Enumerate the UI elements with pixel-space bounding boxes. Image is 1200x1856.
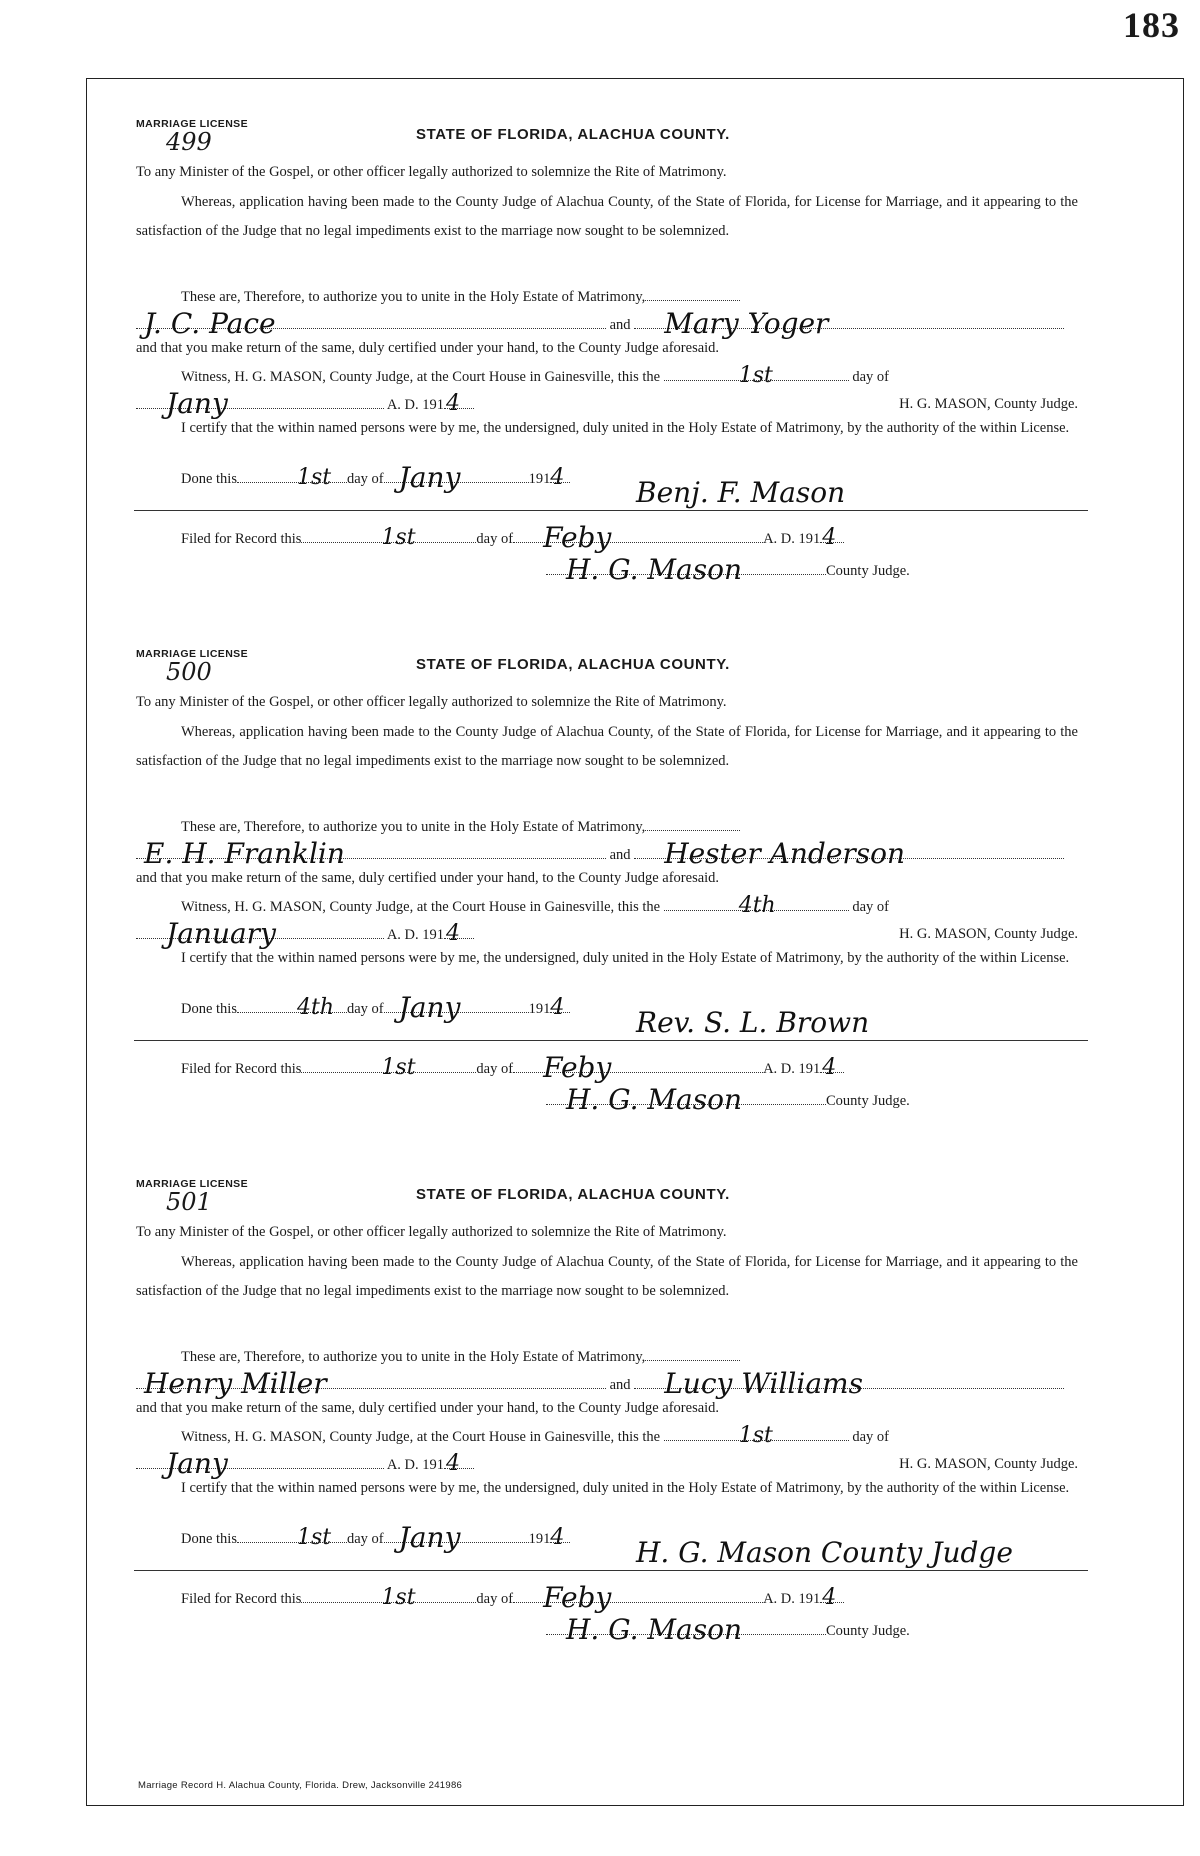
filed-ad-label: A. D. 191 [763, 531, 821, 547]
filed-label: Filed for Record this [181, 531, 302, 547]
done-line [136, 991, 1078, 1039]
filed-judge-dots [546, 1613, 826, 1646]
whereas-text: Whereas, application having been made to the County Judge of Alachua County, of the State of Florida, for License for Marriage, and it appearing to the satisfaction of the Judge that no legal impediments exist to the marriage now sought to be solemnized. [136, 1254, 1078, 1299]
license-500 [136, 648, 1078, 1148]
witness-year: 4 [446, 391, 461, 416]
witness-line [136, 1423, 1078, 1448]
ad-label: A. D. 191 [386, 927, 445, 943]
done-day-of-label: day of [346, 1531, 384, 1547]
done-year: 4 [550, 995, 565, 1020]
filed-line [136, 521, 1078, 554]
certify-text: I certify that the within named persons were by me, the undersigned, duly united in the Holy Estate of Matrimony, by the authority of the within License. [181, 950, 1070, 966]
to-minister-text: To any Minister of the Gospel, or other officer legally authorized to solemnize the Rite of Matrimony. [136, 164, 727, 180]
filed-month: Feby [543, 1581, 612, 1614]
return-text: and that you make return of the same, duly certified under your hand, to the County Judge aforesaid. [136, 1400, 720, 1416]
witness-day-field [664, 1423, 849, 1448]
filed-label: Filed for Record this [181, 1591, 302, 1607]
filed-year-field [820, 1585, 844, 1610]
county-judge-label: County Judge. [826, 1093, 910, 1109]
license-header: STATE OF FLORIDA, ALACHUA COUNTY. [416, 1186, 730, 1203]
done-month-field [384, 991, 529, 1024]
names-line [136, 1367, 1078, 1400]
filed-label: Filed for Record this [181, 1061, 302, 1077]
done-day-field [237, 1525, 347, 1550]
filed-year: 4 [822, 1055, 837, 1080]
filed-year: 4 [822, 525, 837, 550]
filed-day: 1st [381, 1585, 416, 1610]
ad-label: A. D. 191 [386, 397, 445, 413]
witness-year-field [444, 391, 474, 416]
done-year-field [550, 995, 570, 1020]
license-label: MARRIAGE LICENSE [136, 118, 248, 130]
return-text: and that you make return of the same, duly certified under your hand, to the County Judge aforesaid. [136, 340, 720, 356]
filed-judge-field [546, 1613, 910, 1646]
done-day-of-label: day of [346, 471, 384, 487]
these-are-text [136, 286, 1078, 307]
filed-day-of-label: day of [476, 1061, 514, 1077]
witness-date-line [136, 1447, 1078, 1480]
whereas-text: Whereas, application having been made to the County Judge of Alachua County, of the State of Florida, for License for Marriage, and it appearing to the satisfaction of the Judge that no legal impediments exist to the marriage now sought to be solemnized. [136, 194, 1078, 239]
filed-year-field [820, 525, 844, 550]
judge-signature-line: H. G. MASON, County Judge. [899, 926, 1078, 942]
done-month: Jany [398, 1521, 461, 1554]
groom-field [136, 837, 606, 870]
done-day-field [237, 465, 347, 490]
filed-month: Feby [543, 1051, 612, 1084]
return-text: and that you make return of the same, duly certified under your hand, to the County Judge aforesaid. [136, 870, 720, 886]
witness-label: Witness, H. G. MASON, County Judge, at the Court House in Gainesville, this the [181, 1429, 661, 1445]
done-day-field [237, 995, 347, 1020]
filed-line [136, 1051, 1078, 1084]
license-number: 500 [166, 658, 212, 686]
filed-year: 4 [822, 1585, 837, 1610]
license-501 [136, 1178, 1078, 1678]
names-line [136, 837, 1078, 870]
done-year-field [550, 465, 570, 490]
whereas-text: Whereas, application having been made to the County Judge of Alachua County, of the State of Florida, for License for Marriage, and it appearing to the satisfaction of the Judge that no legal impediments exist to the marriage now sought to be solemnized. [136, 724, 1078, 769]
done-month-field [384, 1521, 529, 1554]
witness-month-field [136, 1447, 384, 1480]
these-are-dots [645, 286, 740, 301]
filed-day-field [301, 525, 476, 550]
license-label: MARRIAGE LICENSE [136, 1178, 248, 1190]
done-line [136, 461, 1078, 509]
county-judge-label: County Judge. [826, 1623, 910, 1639]
license-header: STATE OF FLORIDA, ALACHUA COUNTY. [416, 126, 730, 143]
filed-day: 1st [381, 1055, 416, 1080]
day-of-label: day of [852, 899, 889, 915]
witness-date-line [136, 917, 1078, 950]
certify-text: I certify that the within named persons were by me, the undersigned, duly united in the Holy Estate of Matrimony, by the authority of the within License. [181, 1480, 1070, 1496]
county-judge-label: County Judge. [826, 563, 910, 579]
witness-month-field [136, 387, 384, 420]
these-are-label: These are, Therefore, to authorize you to unite in the Holy Estate of Matrimony, [181, 289, 646, 305]
filed-day-of-label: day of [476, 1591, 514, 1607]
day-of-label: day of [852, 369, 889, 385]
done-line [136, 1521, 1078, 1569]
filed-day: 1st [381, 525, 416, 550]
section-divider [134, 1570, 1088, 1571]
certify-text: I certify that the within named persons were by me, the undersigned, duly united in the Holy Estate of Matrimony, by the authority of the within License. [181, 420, 1070, 436]
day-of-label: day of [852, 1429, 889, 1445]
filed-month-field [513, 1051, 763, 1084]
done-this-label: Done this [181, 471, 237, 487]
and-label: and [609, 847, 631, 863]
license-header: STATE OF FLORIDA, ALACHUA COUNTY. [416, 656, 730, 673]
done-day: 1st [296, 1525, 332, 1550]
filed-line [136, 1581, 1078, 1614]
year-prefix-label: 191 [528, 1531, 551, 1547]
filed-month-field [513, 1581, 763, 1614]
filed-judge-field [546, 553, 910, 586]
done-month-field [384, 461, 529, 494]
and-label: and [609, 317, 631, 333]
done-year: 4 [550, 1525, 565, 1550]
witness-label: Witness, H. G. MASON, County Judge, at the Court House in Gainesville, this the [181, 369, 661, 385]
judge-signature-line: H. G. MASON, County Judge. [899, 396, 1078, 412]
witness-day: 1st [738, 363, 773, 388]
done-day: 1st [296, 465, 332, 490]
to-minister-text: To any Minister of the Gospel, or other officer legally authorized to solemnize the Rite of Matrimony. [136, 1224, 727, 1240]
witness-day: 4th [738, 893, 776, 918]
witness-month: January [166, 917, 276, 950]
these-are-dots [645, 1346, 740, 1361]
officiant-signature: Rev. S. L. Brown [636, 1006, 870, 1039]
these-are-label: These are, Therefore, to authorize you to unite in the Holy Estate of Matrimony, [181, 1349, 646, 1365]
witness-line [136, 363, 1078, 388]
groom-name: Henry Miller [144, 1367, 327, 1400]
done-year-field [550, 1525, 570, 1550]
witness-month: Jany [166, 387, 228, 420]
license-number: 501 [166, 1188, 212, 1216]
filed-day-field [301, 1055, 476, 1080]
these-are-dots [645, 816, 740, 831]
bride-name: Hester Anderson [664, 837, 906, 870]
filed-judge-signature: H. G. Mason [566, 1613, 743, 1646]
filed-day-of-label: day of [476, 531, 514, 547]
witness-year: 4 [446, 1451, 461, 1476]
done-year: 4 [550, 465, 565, 490]
filed-year-field [820, 1055, 844, 1080]
filed-judge-dots [546, 553, 826, 586]
witness-year-field [444, 1451, 474, 1476]
witness-day-field [664, 893, 849, 918]
witness-label: Witness, H. G. MASON, County Judge, at the Court House in Gainesville, this the [181, 899, 661, 915]
filed-judge-signature: H. G. Mason [566, 553, 743, 586]
filed-ad-label: A. D. 191 [763, 1591, 821, 1607]
witness-day-field [664, 363, 849, 388]
section-divider [134, 510, 1088, 511]
filed-month: Feby [543, 521, 612, 554]
license-label: MARRIAGE LICENSE [136, 648, 248, 660]
license-499 [136, 118, 1078, 618]
witness-day: 1st [738, 1423, 773, 1448]
and-label: and [609, 1377, 631, 1393]
filed-judge-field [546, 1083, 910, 1116]
judge-signature-line: H. G. MASON, County Judge. [899, 1456, 1078, 1472]
bride-field [634, 1367, 1064, 1400]
witness-year-field [444, 921, 474, 946]
done-day: 4th [296, 995, 334, 1020]
filed-day-field [301, 1585, 476, 1610]
done-month: Jany [398, 461, 461, 494]
year-prefix-label: 191 [528, 471, 551, 487]
bride-field [634, 307, 1064, 340]
done-day-of-label: day of [346, 1001, 384, 1017]
done-this-label: Done this [181, 1531, 237, 1547]
filed-judge-dots [546, 1083, 826, 1116]
ad-label: A. D. 191 [386, 1457, 445, 1473]
groom-field [136, 1367, 606, 1400]
names-line [136, 307, 1078, 340]
officiant-signature: Benj. F. Mason [636, 476, 846, 509]
these-are-text [136, 816, 1078, 837]
section-divider [134, 1040, 1088, 1041]
groom-name: E. H. Franklin [144, 837, 345, 870]
done-month: Jany [398, 991, 461, 1024]
year-prefix-label: 191 [528, 1001, 551, 1017]
license-number: 499 [166, 128, 212, 156]
witness-year: 4 [446, 921, 461, 946]
these-are-text [136, 1346, 1078, 1367]
filed-month-field [513, 521, 763, 554]
page-number: 183 [1123, 5, 1180, 45]
groom-field [136, 307, 606, 340]
witness-month: Jany [166, 1447, 228, 1480]
groom-name: J. C. Pace [144, 307, 276, 340]
witness-month-field [136, 917, 384, 950]
filed-ad-label: A. D. 191 [763, 1061, 821, 1077]
bride-name: Mary Yoger [664, 307, 829, 340]
officiant-signature: H. G. Mason County Judge [636, 1536, 1013, 1569]
bride-field [634, 837, 1064, 870]
filed-judge-signature: H. G. Mason [566, 1083, 743, 1116]
done-this-label: Done this [181, 1001, 237, 1017]
witness-line [136, 893, 1078, 918]
witness-date-line [136, 387, 1078, 420]
bride-name: Lucy Williams [664, 1367, 863, 1400]
to-minister-text: To any Minister of the Gospel, or other officer legally authorized to solemnize the Rite of Matrimony. [136, 694, 727, 710]
footer-imprint: Marriage Record H. Alachua County, Florida. Drew, Jacksonville 241986 [138, 1780, 463, 1791]
these-are-label: These are, Therefore, to authorize you to unite in the Holy Estate of Matrimony, [181, 819, 646, 835]
